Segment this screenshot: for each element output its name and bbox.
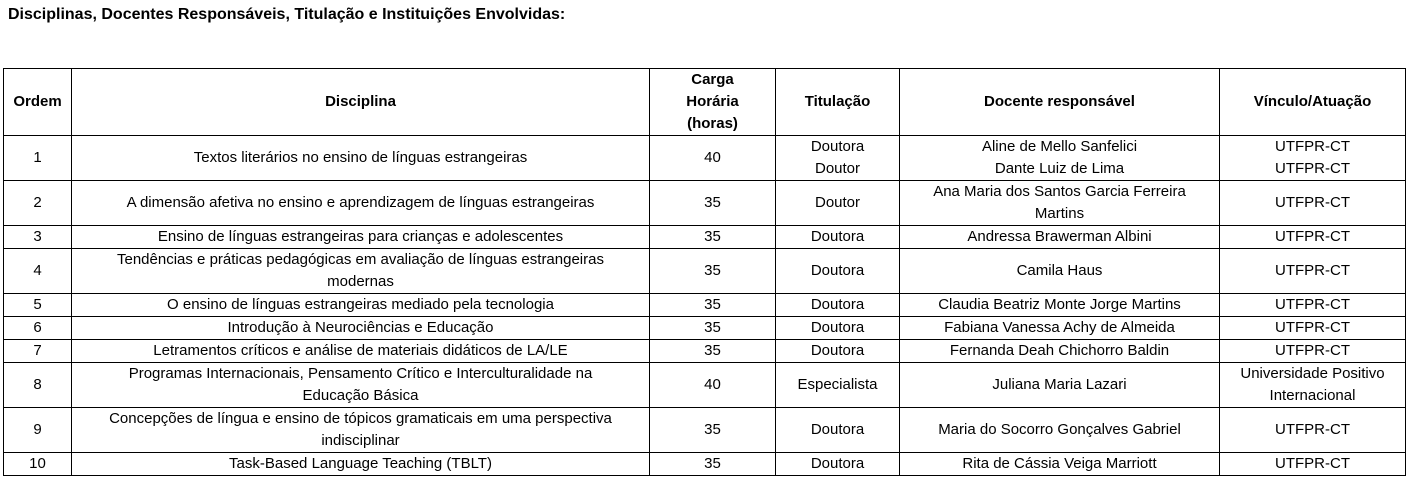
cell-vinculo-line: UTFPR-CT — [1275, 342, 1350, 359]
cell-ordem: 3 — [4, 226, 72, 249]
cell-vinculo-line: UTFPR-CT — [1275, 421, 1350, 438]
cell-docente-line: Juliana Maria Lazari — [992, 376, 1127, 393]
cell-docente-line: Dante Luiz de Lima — [994, 160, 1125, 177]
cell-vinculo — [1220, 249, 1406, 294]
cell-vinculo — [1220, 453, 1406, 476]
cell-docente — [900, 226, 1220, 249]
cell-disciplina — [72, 363, 650, 408]
cell-titulacao-line: Doutora — [810, 228, 865, 245]
cell-vinculo — [1220, 363, 1406, 408]
cell-disciplina-line: Textos literários no ensino de línguas estrangeiras — [193, 149, 528, 166]
page-title: Disciplinas, Docentes Responsáveis, Titulação e Instituições Envolvidas: — [8, 6, 566, 23]
cell-disciplina — [72, 249, 650, 294]
cell-vinculo-line: Internacional — [1269, 387, 1356, 404]
cell-docente-line: Andressa Brawerman Albini — [967, 228, 1152, 245]
table-row — [4, 408, 1406, 453]
column-header-vinculo: Vínculo/Atuação — [1220, 69, 1406, 136]
cell-carga-horaria: 35 — [650, 408, 776, 453]
column-header-docente: Docente responsável — [900, 69, 1220, 136]
cell-disciplina-line: modernas — [327, 273, 394, 290]
cell-carga-horaria: 40 — [650, 136, 776, 181]
cell-docente-line: Maria do Socorro Gonçalves Gabriel — [938, 421, 1181, 438]
table-row — [4, 181, 1406, 226]
cell-titulacao-line: Doutora — [810, 421, 865, 438]
cell-carga-horaria: 35 — [650, 453, 776, 476]
cell-carga-horaria: 35 — [650, 294, 776, 317]
cell-docente-line: Aline de Mello Sanfelici — [981, 138, 1138, 155]
cell-titulacao — [776, 408, 900, 453]
table-row — [4, 453, 1406, 476]
cell-vinculo — [1220, 136, 1406, 181]
column-header-ordem: Ordem — [4, 69, 72, 136]
cell-vinculo-line: UTFPR-CT — [1275, 138, 1350, 155]
cell-disciplina-line: Ensino de línguas estrangeiras para crianças e adolescentes — [157, 228, 564, 245]
cell-disciplina-line: Concepções de língua e ensino de tópicos gramaticais em uma perspectiva — [109, 410, 612, 427]
cell-disciplina-line: A dimensão afetiva no ensino e aprendizagem de línguas estrangeiras — [126, 194, 595, 211]
table-header-row — [4, 69, 1406, 136]
cell-titulacao — [776, 317, 900, 340]
table-row — [4, 363, 1406, 408]
cell-titulacao-line: Doutora — [810, 296, 865, 313]
cell-disciplina — [72, 226, 650, 249]
cell-disciplina — [72, 408, 650, 453]
cell-ordem: 6 — [4, 317, 72, 340]
cell-titulacao-line: Doutora — [810, 455, 865, 472]
cell-ordem: 7 — [4, 340, 72, 363]
cell-ordem: 5 — [4, 294, 72, 317]
cell-carga-horaria: 35 — [650, 249, 776, 294]
cell-disciplina-line: Introdução à Neurociências e Educação — [227, 319, 494, 336]
table-body — [4, 136, 1406, 476]
cell-vinculo — [1220, 294, 1406, 317]
cell-ordem: 8 — [4, 363, 72, 408]
carga-header-line-2: Horária — [686, 93, 739, 110]
cell-docente — [900, 317, 1220, 340]
cell-titulacao — [776, 340, 900, 363]
cell-titulacao — [776, 249, 900, 294]
cell-docente — [900, 408, 1220, 453]
cell-vinculo-line: UTFPR-CT — [1275, 296, 1350, 313]
cell-vinculo — [1220, 181, 1406, 226]
carga-header-line-1: Carga — [691, 71, 734, 88]
cell-titulacao-line: Doutor — [814, 194, 861, 211]
table-row — [4, 249, 1406, 294]
cell-titulacao — [776, 294, 900, 317]
cell-titulacao-line: Doutor — [814, 160, 861, 177]
cell-docente-line: Rita de Cássia Veiga Marriott — [962, 455, 1157, 472]
table-row — [4, 294, 1406, 317]
cell-carga-horaria: 35 — [650, 317, 776, 340]
cell-docente-line: Fernanda Deah Chichorro Baldin — [949, 342, 1170, 359]
cell-carga-horaria: 35 — [650, 340, 776, 363]
cell-titulacao-line: Doutora — [810, 262, 865, 279]
cell-vinculo-line: UTFPR-CT — [1275, 228, 1350, 245]
cell-vinculo — [1220, 226, 1406, 249]
cell-disciplina — [72, 317, 650, 340]
cell-carga-horaria: 35 — [650, 226, 776, 249]
cell-titulacao-line: Doutora — [810, 342, 865, 359]
cell-titulacao-line: Especialista — [797, 376, 878, 393]
cell-docente — [900, 363, 1220, 408]
cell-docente-line: Martins — [1034, 205, 1085, 222]
cell-docente — [900, 340, 1220, 363]
cell-vinculo-line: UTFPR-CT — [1275, 455, 1350, 472]
cell-ordem: 1 — [4, 136, 72, 181]
cell-carga-horaria: 40 — [650, 363, 776, 408]
cell-disciplina-line: Letramentos críticos e análise de materiais didáticos de LA/LE — [153, 342, 568, 359]
cell-disciplina — [72, 181, 650, 226]
disciplinas-table — [3, 68, 1406, 476]
cell-titulacao-line: Doutora — [810, 319, 865, 336]
cell-titulacao — [776, 453, 900, 476]
cell-vinculo-line: UTFPR-CT — [1275, 194, 1350, 211]
cell-disciplina-line: O ensino de línguas estrangeiras mediado pela tecnologia — [167, 296, 554, 313]
cell-vinculo — [1220, 340, 1406, 363]
cell-titulacao — [776, 363, 900, 408]
cell-vinculo-line: Universidade Positivo — [1240, 365, 1385, 382]
cell-disciplina-line: indisciplinar — [321, 432, 400, 449]
cell-docente — [900, 136, 1220, 181]
cell-ordem: 4 — [4, 249, 72, 294]
cell-disciplina-line: Tendências e práticas pedagógicas em avaliação de línguas estrangeiras — [117, 251, 604, 268]
cell-vinculo — [1220, 408, 1406, 453]
cell-disciplina — [72, 453, 650, 476]
cell-titulacao — [776, 181, 900, 226]
cell-titulacao — [776, 136, 900, 181]
cell-carga-horaria: 35 — [650, 181, 776, 226]
cell-ordem: 10 — [4, 453, 72, 476]
cell-disciplina-line: Programas Internacionais, Pensamento Crítico e Interculturalidade na — [128, 365, 593, 382]
cell-docente — [900, 294, 1220, 317]
cell-disciplina — [72, 136, 650, 181]
column-header-titulacao: Titulação — [776, 69, 900, 136]
cell-docente-line: Camila Haus — [1016, 262, 1103, 279]
cell-disciplina — [72, 340, 650, 363]
cell-disciplina — [72, 294, 650, 317]
cell-disciplina-line: Task-Based Language Teaching (TBLT) — [229, 455, 492, 472]
cell-vinculo — [1220, 317, 1406, 340]
table-row — [4, 226, 1406, 249]
cell-titulacao — [776, 226, 900, 249]
cell-disciplina-line: Educação Básica — [302, 387, 419, 404]
cell-docente — [900, 453, 1220, 476]
cell-docente-line: Ana Maria dos Santos Garcia Ferreira — [933, 183, 1186, 200]
cell-vinculo-line: UTFPR-CT — [1275, 319, 1350, 336]
table-row — [4, 340, 1406, 363]
column-header-disciplina: Disciplina — [72, 69, 650, 136]
cell-titulacao-line: Doutora — [810, 138, 865, 155]
cell-docente — [900, 249, 1220, 294]
cell-vinculo-line: UTFPR-CT — [1275, 262, 1350, 279]
cell-docente — [900, 181, 1220, 226]
cell-vinculo-line: UTFPR-CT — [1275, 160, 1350, 177]
cell-ordem: 2 — [4, 181, 72, 226]
cell-docente-line: Fabiana Vanessa Achy de Almeida — [944, 319, 1175, 336]
carga-header-line-3: (horas) — [687, 115, 738, 132]
cell-ordem: 9 — [4, 408, 72, 453]
table-row — [4, 136, 1406, 181]
table-row — [4, 317, 1406, 340]
cell-docente-line: Claudia Beatriz Monte Jorge Martins — [938, 296, 1181, 313]
column-header-carga-horaria — [650, 69, 776, 136]
